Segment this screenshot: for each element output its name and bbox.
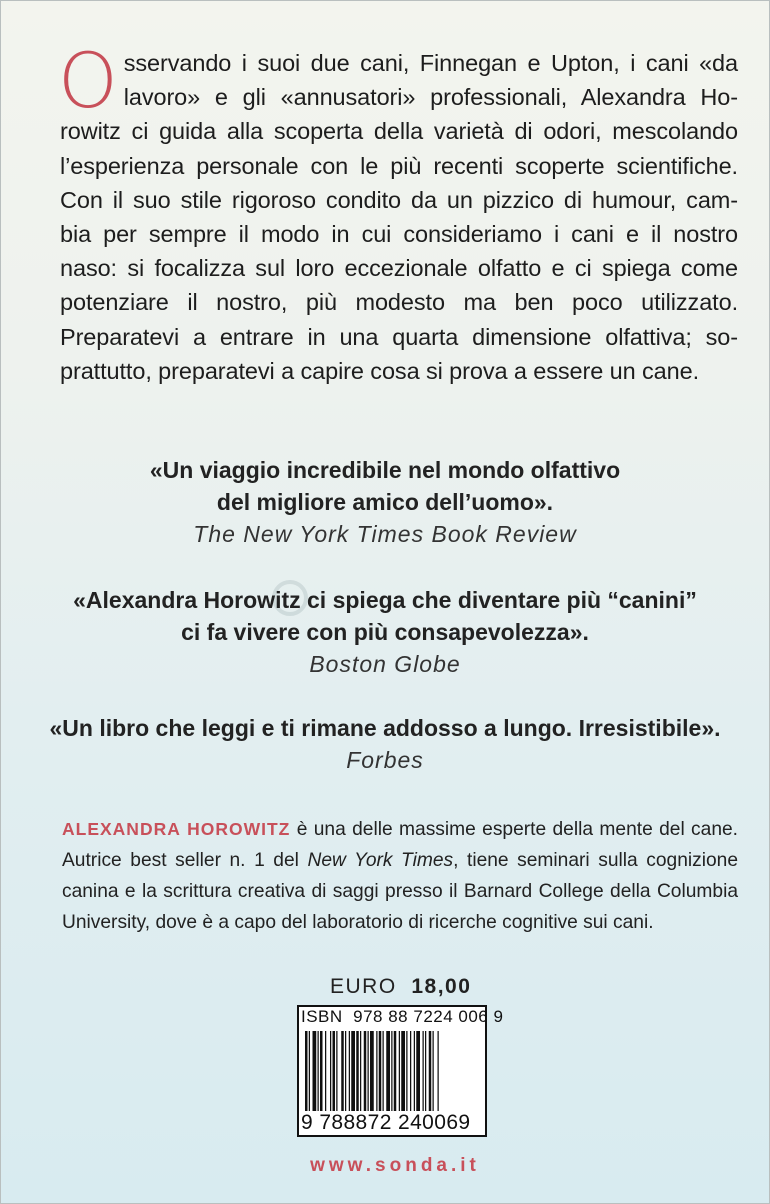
barcode-bar [333,1031,336,1111]
barcode-bar [349,1031,350,1111]
barcode-bar [360,1031,361,1111]
bio-italic: New York Times [307,850,454,871]
author-bio [62,814,738,938]
review-quote-forbes [0,712,770,776]
barcode-bar [368,1031,369,1111]
isbn-barcode-box [297,1005,504,1137]
barcode-bar [386,1031,390,1111]
barcode-bar [356,1031,359,1111]
bio-line: canina e la scrittura creativa di saggi presso il Barnard College della Columbia [62,881,738,902]
barcode-bar [414,1031,415,1111]
barcode-bar [383,1031,384,1111]
blurb-line: lavoro» e gli «annusatori» professionali, Alexandra Ho- [123,84,738,111]
blurb-line: sservando i suoi due cani, Finnegan e Upton, i cani «da [123,50,738,76]
quote-source: The New York Times Book Review [193,521,577,547]
barcode-bar [345,1031,346,1111]
barcode-bar [330,1031,331,1111]
blurb-line: prattutto, preparatevi a capire cosa si prova a essere un cane. [60,357,700,384]
drop-cap: O [58,36,118,125]
isbn-label: ISBN [301,1007,343,1026]
barcode-bar [401,1031,405,1111]
blurb-line: bia per sempre il modo in cui consideriamo i cani e il nostro [60,221,738,248]
price [330,975,471,999]
barcode-bar [423,1031,424,1111]
barcode-bar [305,1031,308,1111]
barcode-bar [320,1031,323,1111]
barcode-bar [336,1031,337,1111]
quote-text: «Un viaggio incredibile nel mondo olfattivo [149,457,621,483]
blurb-line: l’esperienza personale con le più recenti scoperte scientifiche. [60,152,738,179]
price-label: EURO [330,975,397,998]
barcode-bar [313,1031,317,1111]
quote-text: «Alexandra Horowitz ci spiega che diventare più “canini” [73,587,697,613]
barcode-bar [410,1031,411,1111]
barcode-bar [416,1031,420,1111]
barcode-bar [341,1031,344,1111]
barcode-bar [370,1031,374,1111]
blurb-line: Con il suo stile rigoroso condito da un pizzico di humour, cam- [60,186,738,213]
barcode-digits: 9 788872 240069 [301,1111,471,1134]
barcode-bar [351,1031,355,1111]
isbn-number: 978 88 7224 006 9 [353,1007,504,1026]
barcode-bar [364,1031,367,1111]
bio-text: è una delle massime esperte della mente del cane. [290,819,738,840]
blurb-line: rowitz ci guida alla scoperta della varietà di odori, mescolando [60,118,738,145]
price-value: 18,00 [411,975,472,998]
barcode-bar [379,1031,382,1111]
quote-text: ci fa vivere con più consapevolezza». [181,619,589,645]
barcode-bar [425,1031,426,1111]
review-quote-boston [0,584,770,680]
bio-line [62,845,738,876]
barcode-bar [309,1031,310,1111]
publisher-website[interactable]: www.sonda.it [310,1155,480,1176]
isbn-line [301,1007,504,1027]
bio-line [62,814,738,845]
blurb-line: naso: si focalizza sul loro eccezionale olfatto e ci spiega come [60,255,738,282]
quote-source: Forbes [346,747,424,773]
barcode-graphic [303,1031,481,1111]
blurb-line: Preparatevi a entrare in una quarta dimensione olfattiva; so- [60,323,738,350]
barcode-bar [376,1031,377,1111]
barcode-bar [391,1031,392,1111]
barcode-bar [429,1031,432,1111]
quote-source: Boston Globe [309,651,461,677]
barcode-bar [318,1031,319,1111]
quote-text: del migliore amico dell’uomo». [216,489,554,515]
barcode-bar [394,1031,397,1111]
bio-text: , tiene seminari sulla cognizione [453,850,738,871]
review-quote-nyt [0,454,770,550]
bio-text: Autrice best seller n. 1 del [62,850,308,871]
author-name: ALEXANDRA HOROWITZ [62,819,291,839]
barcode-bar [433,1031,434,1111]
barcode-bar [438,1031,439,1111]
quote-text: «Un libro che leggi e ti rimane addosso a lungo. Irresistibile». [49,715,721,741]
back-cover-blurb [58,36,738,388]
blurb-line: potenziare il nostro, più modesto ma ben poco utilizzato. [60,289,738,316]
barcode-bar [325,1031,326,1111]
barcode-bar [406,1031,407,1111]
bio-line: University, dove è a capo del laboratorio di ricerche cognitive sui cani. [62,912,654,933]
barcode-bar [399,1031,400,1111]
